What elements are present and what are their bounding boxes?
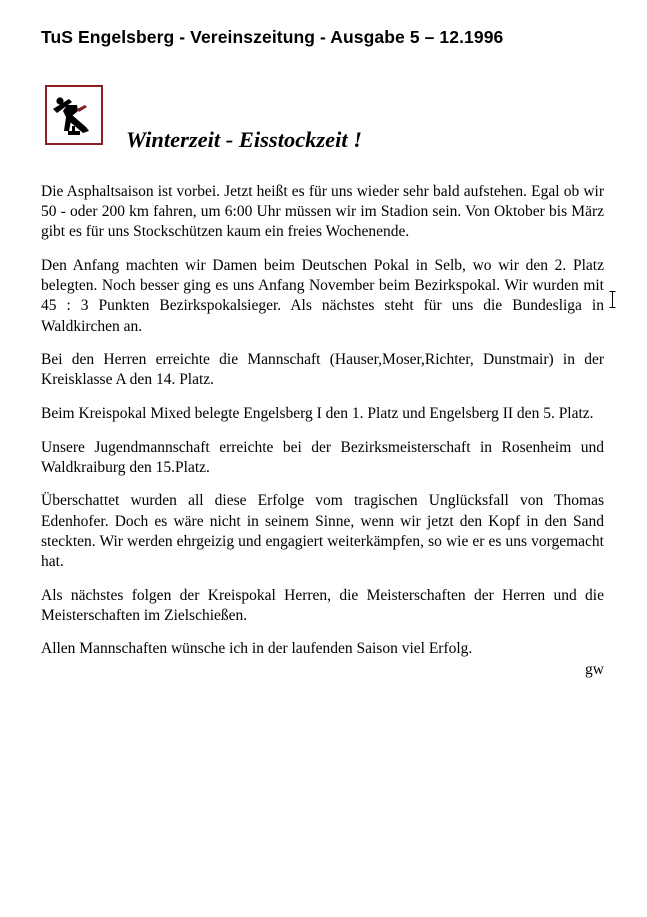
article-body <box>41 182 604 680</box>
article-title: Winterzeit - Eisstockzeit ! <box>126 127 363 152</box>
article-paragraph: Bei den Herren erreichte die Mannschaft (Hauser,Moser,Richter, Dunstmair) in der Kreisklasse A den 14. Platz. <box>41 351 604 389</box>
ice-stock-player-icon <box>47 87 101 143</box>
article-paragraph: Als nächstes folgen der Kreispokal Herren, die Meisterschaften der Herren und die Meisterschaften im Zielschießen. <box>41 586 604 624</box>
article-paragraph: Unsere Jugendmannschaft erreichte bei der Bezirksmeisterschaft in Rosenheim und Waldkraiburg den 15.Platz. <box>41 438 604 476</box>
article-paragraph: Beim Kreispokal Mixed belegte Engelsberg I den 1. Platz und Engelsberg II den 5. Platz. <box>41 405 594 422</box>
newsletter-header: TuS Engelsberg - Vereinszeitung - Ausgabe 5 – 12.1996 <box>41 27 504 47</box>
article-paragraph: Allen Mannschaften wünsche ich in der laufenden Saison viel Erfolg. <box>41 640 473 658</box>
club-logo <box>45 85 103 145</box>
article-paragraph: Überschattet wurden all diese Erfolge vom tragischen Unglücksfall von Thomas Edenhofer. Doch es wäre nicht in seinem Sinne, wenn wir jetzt den Kopf in den Sand steckten. Wir werden ehrgeizig und engagiert weiterkämpfen, so wie er es uns vorgemacht hat. <box>41 492 604 570</box>
article-paragraph: Den Anfang machten wir Damen beim Deutschen Pokal in Selb, wo wir den 2. Platz belegten. Noch besser ging es uns Anfang November beim Bezirkspokal. Wir wurden mit 45 : 3 Punkten Bezirkspokalsieger. Als nächstes steht für uns die Bundesliga in Waldkirchen an. <box>41 257 604 335</box>
author-signature: gw <box>585 660 604 678</box>
article-paragraph: Die Asphaltsaison ist vorbei. Jetzt heißt es für uns wieder sehr bald aufstehen. Egal ob wir 50 - oder 200 km fahren, um 6:00 Uhr müssen wir im Stadion sein. Von Oktober bis März gibt es für uns Stockschützen kaum ein freies Wochenende. <box>41 183 604 241</box>
text-cursor-icon <box>609 291 616 308</box>
